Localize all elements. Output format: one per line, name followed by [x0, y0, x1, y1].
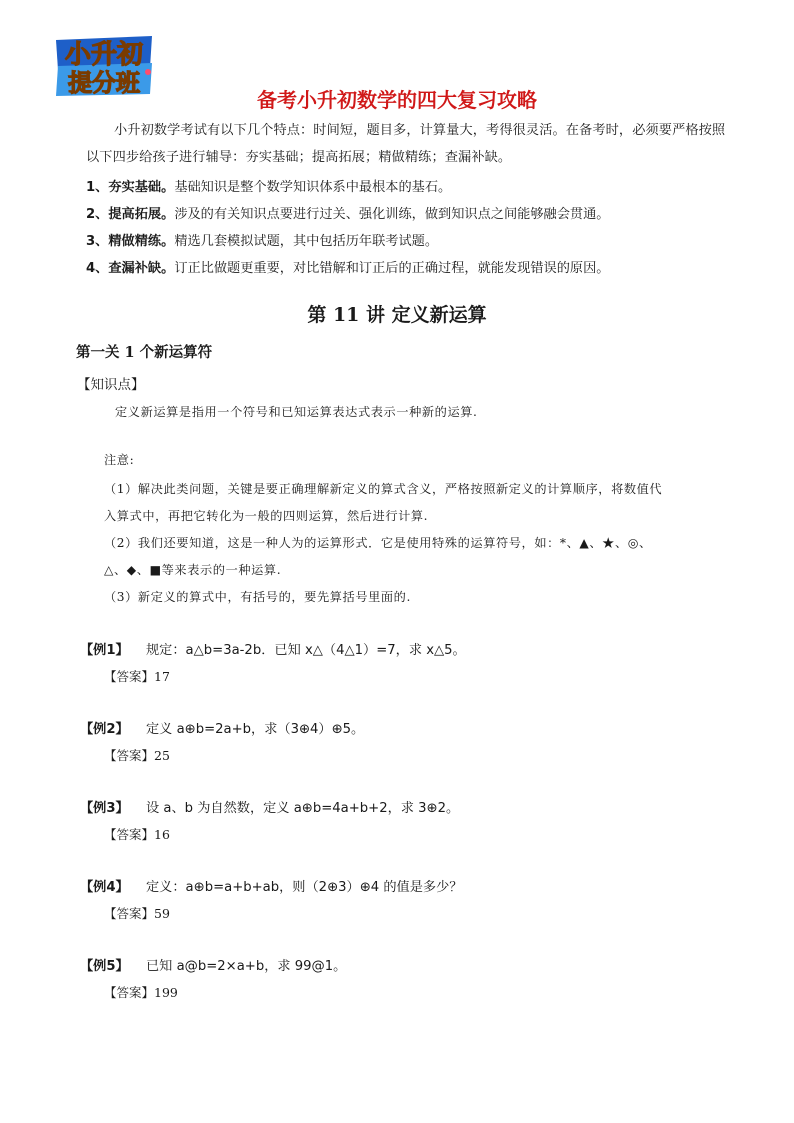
lecture-title: 第 11 讲 定义新运算 [307, 304, 487, 326]
note-2-line-1: （2）我们还要知道，这是一种人为的运算形式．它是使用特殊的运算符号，如：*、▲、★、◎、 [104, 536, 652, 550]
sparkle-icon [145, 69, 151, 75]
example-1 [80, 639, 466, 658]
logo-line2: 提分班 [68, 69, 140, 97]
step-label: 2、提高拓展。 [86, 207, 175, 222]
step-text: 精选几套模拟试题，其中包括历年联考试题。 [174, 234, 439, 249]
knowledge-definition: 定义新运算是指用一个符号和已知运算表达式表示一种新的运算. [115, 405, 478, 419]
example-5 [80, 955, 347, 974]
example-1-answer: 【答案】17 [104, 669, 170, 684]
step-text: 涉及的有关知识点要进行过关、强化训练，做到知识点之间能够融会贯通。 [174, 207, 610, 222]
example-question: 定义 a⊕b=2a+b，求（3⊕4）⊕5。 [146, 722, 365, 737]
example-4-answer: 【答案】59 [104, 906, 170, 921]
step-text: 订正比做题更重要，对比错解和订正后的正确过程，就能发现错误的原因。 [174, 261, 610, 276]
knowledge-label: 【知识点】 [77, 377, 145, 393]
example-question: 规定：a△b=3a-2b．已知 x△（4△1）=7，求 x△5。 [146, 643, 466, 658]
example-question: 设 a、b 为自然数，定义 a⊕b=4a+b+2，求 3⊕2。 [146, 801, 460, 816]
example-3 [80, 797, 460, 816]
step-4 [86, 257, 610, 276]
step-label: 3、精做精练。 [86, 234, 175, 249]
level-title: 第一关 1 个新运算符 [76, 344, 213, 361]
note-1-line-2: 入算式中，再把它转化为一般的四则运算，然后进行计算. [104, 509, 429, 523]
step-label: 4、查漏补缺。 [86, 261, 175, 276]
example-tag: 【例1】 [80, 643, 129, 658]
page-title: 备考小升初数学的四大复习攻略 [257, 88, 537, 112]
step-2 [86, 203, 610, 222]
step-label: 1、夯实基础。 [86, 180, 175, 195]
example-tag: 【例5】 [80, 959, 129, 974]
example-2 [80, 718, 365, 737]
example-tag: 【例4】 [80, 880, 129, 895]
note-1-line-1: （1）解决此类问题，关键是要正确理解新定义的算式含义，严格按照新定义的计算顺序，将数值代 [104, 482, 663, 496]
example-3-answer: 【答案】16 [104, 827, 170, 842]
example-4 [80, 876, 463, 895]
example-tag: 【例3】 [80, 801, 129, 816]
step-1 [86, 176, 451, 195]
example-question: 已知 a@b=2×a+b，求 99@1。 [146, 959, 347, 974]
example-5-answer: 【答案】199 [104, 985, 178, 1000]
step-3 [86, 230, 438, 249]
example-question: 定义：a⊕b=a+b+ab，则（2⊕3）⊕4 的值是多少？ [146, 880, 463, 895]
logo-line1: 小升初 [64, 40, 144, 70]
example-2-answer: 【答案】25 [104, 748, 170, 763]
note-2-line-2: △、◆、■等来表示的一种运算. [104, 563, 282, 577]
step-text: 基础知识是整个数学知识体系中最根本的基石。 [174, 180, 452, 195]
note-3: （3）新定义的算式中，有括号的，要先算括号里面的. [104, 590, 411, 604]
example-tag: 【例2】 [80, 722, 129, 737]
note-label: 注意: [104, 453, 135, 467]
intro-paragraph: 小升初数学考试有以下几个特点：时间短，题目多，计算量大，考得很灵活。在备考时，必须要严格按照以下四步给孩子进行辅导：夯实基础；提高拓展；精做精练；查漏补缺。 [86, 123, 726, 165]
